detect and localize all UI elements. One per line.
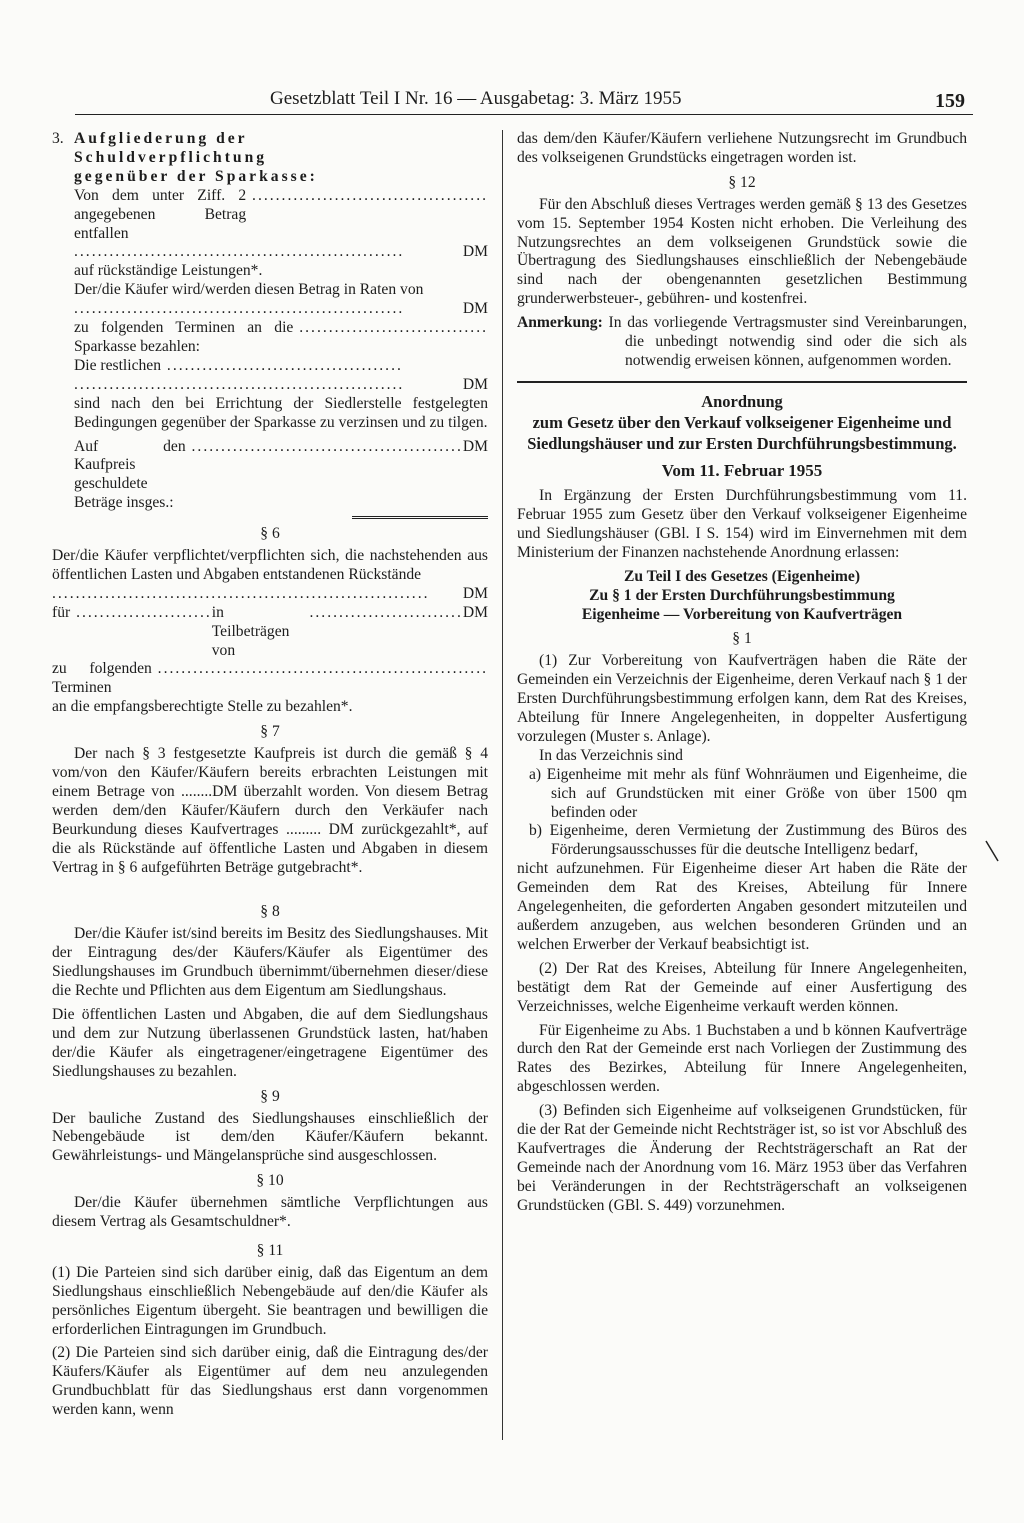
- text-line: zu folgenden Terminen an die Sparkasse bezahlen:: [74, 319, 294, 355]
- fill-line: Von dem unter Ziff. 2 angegebenen Betrag entfallen ........................................: [74, 186, 488, 242]
- section-heading: § 9: [260, 1087, 280, 1105]
- ordinance-date: Vom 11. Februar 1955: [661, 460, 823, 480]
- paragraph: Der/die Käufer übernehmen sämtliche Verpflichtungen aus diesem Vertrag als Gesamtschuldner*.: [52, 1194, 488, 1231]
- fill-line: [52, 547, 488, 585]
- section-heading: § 6: [260, 525, 280, 543]
- paragraph: nicht aufzunehmen. Für Eigenheime dieser Art haben die Räte der Gemeinden dem Rat des Kreises, Abteilung für Innere Angelegenheiten, die geforderten Angaben gesondert mitzuteilen und außerdem anzugeben, aus welchen besonderen Gründen und an welchen Erwerber der Verkauf beabsichtigt ist.: [517, 860, 967, 953]
- page-number: 159: [935, 90, 965, 112]
- section-6: [52, 547, 488, 717]
- currency-label: DM: [462, 243, 488, 261]
- section-heading: § 7: [260, 723, 280, 741]
- left-column: [52, 130, 488, 1420]
- section-heading: § 12: [728, 173, 756, 191]
- text-line: auf rückständige Leistungen*.: [74, 262, 263, 280]
- header-rule: [75, 114, 973, 115]
- list-item: b) Eigenheime, deren Vermietung der Zustimmung des Büros des Förderungsausschusses für die deutsche Intelligenz bedarf,: [529, 822, 967, 859]
- margin-stroke-icon: [985, 840, 999, 862]
- fill-line: ........................................................ DM: [74, 243, 488, 261]
- text-line: zu folgenden Terminen: [52, 660, 152, 697]
- annotation-label: Anmerkung:: [517, 314, 603, 332]
- paragraph: Der/die Käufer ist/sind bereits im Besitz des Siedlungshauses. Mit der Eintragung des/der Käufers/Käufer als Eigentümer des Siedlungshauses im Grundbuch übernimmt/übernehmen dieser/diese die Rechte und Pflichten aus dem Eigentum am Siedlungshaus.: [52, 925, 488, 1000]
- item-heading: Aufgliederung der: [74, 130, 248, 147]
- text-line: in Teilbeträgen von: [211, 603, 290, 659]
- currency-label: DM: [462, 603, 488, 621]
- item-heading: gegenüber der Sparkasse:: [74, 167, 318, 185]
- ordinance-subtitle: zum Gesetz über den Verkauf volkseigener Eigenheime und Siedlungshäuser und zur Ersten Durchführungsbestimmung.: [527, 412, 957, 453]
- text-line: Auf den Kaufpreis geschuldete Beträge insges.:: [74, 437, 186, 512]
- section-heading: § 8: [260, 903, 280, 921]
- subheading: Zu Teil I des Gesetzes (Eigenheime): [623, 568, 861, 586]
- fill-line: ........................................................ DM: [74, 300, 488, 318]
- subheading: Zu § 1 der Ersten Durchführungsbestimmung: [589, 587, 895, 605]
- section-heading: § 1: [732, 630, 752, 648]
- item-3: [52, 130, 488, 513]
- paragraph: (1) Die Parteien sind sich darüber einig, daß das Eigentum an dem Siedlungshaus einschließlich Nebengebäude auf den/die Käufer als persönliches Eigentum übergeht. Sie beantragen und bewilligen die erforderlichen Eintragungen im Grundbuch.: [52, 1263, 488, 1338]
- currency-label: DM: [462, 375, 488, 393]
- annotation-text: In das vorliegende Vertragsmuster sind Vereinbarungen, die unbedingt notwendig sind oder die sich als notwendig erweisen können, aufgenommen worden.: [608, 314, 967, 369]
- paragraph: das dem/den Käufer/Käufern verliehene Nutzungsrecht im Grundbuch des volkseigenen Grundstücks eingetragen worden ist.: [517, 130, 967, 166]
- paragraph: Für Eigenheime zu Abs. 1 Buchstaben a und b können Kaufverträge durch den Rat der Gemeinde erst nach Vorliegen der Zustimmung des Rates des Bezirkes, Abteilung für Innere Angelegenheiten, abgeschlossen werden.: [517, 1021, 967, 1096]
- paragraph: In Ergänzung der Ersten Durchführungsbestimmung vom 11. Februar 1955 zum Gesetz über den Verkauf volkseigener Eigenheime und Siedlungshäuser (GBl. I S. 154) wird im Einvernehmen mit dem Ministerium der Finanzen nachstehende Anordnung erlassen:: [517, 486, 967, 561]
- ordinance-title: Anordnung: [701, 391, 783, 411]
- text-line: Der/die Käufer wird/werden diesen Betrag in Raten von: [74, 281, 424, 299]
- paragraph: (1) Zur Vorbereitung von Kaufverträgen haben die Räte der Gemeinden ein Verzeichnis der Eigenheime, deren Verkauf nach § 1 der Ersten Durchführungsbestimmung erfolgen kann, dem Rat des Kreises, Abteilung für Innere Angelegenheiten, in doppelter Ausfertigung vorzulegen (Muster s. Anlage).: [517, 652, 967, 745]
- list-item: a) Eigenheime mit mehr als fünf Wohnräumen und Eigenheime, die sich auf Grundstücken mit einer Größe von über 1500 qm befinden oder: [529, 765, 967, 821]
- paragraph: Der nach § 3 festgesetzte Kaufpreis ist durch die gemäß § 4 vom/von den Käufer/Käufern bereits erbrachten Leistungen mit einem Betrage von ........DM überzahlt worden. Von diesem Betrag werden dem/den Käufer/Käufern durch den Verkäufer nach Beurkundung dieses Kaufvertrages ......... DM zurückgezahlt*, auf die als Rückstände auf öffentliche Lasten und Abgaben in diesem Vertrag in § 6 aufgeführten Beträge gutgebracht*.: [52, 745, 488, 876]
- item-number: 3.: [52, 130, 64, 147]
- subheading: Eigenheime — Vorbereitung von Kaufverträgen: [581, 606, 903, 624]
- paragraph: Die öffentlichen Lasten und Abgaben, die auf dem Siedlungshaus und dem zur Nutzung überlassenen Grundstück lasten, hat/haben der/die Käufer als eingetragener/eingetragene Eigentümer des Siedlungshauses zu bezahlen.: [52, 1005, 488, 1080]
- section-heading: § 11: [256, 1241, 284, 1259]
- header-title: Gesetzblatt Teil I Nr. 16 — Ausgabetag: 3. März 1955: [270, 88, 682, 109]
- section-heading: § 10: [256, 1172, 284, 1190]
- section-rule: [517, 381, 967, 383]
- fill-line: zu folgenden Terminen an die Sparkasse bezahlen: ................................: [74, 319, 488, 355]
- fill-line: Auf den Kaufpreis geschuldete Beträge insges.: .............................................. DM: [74, 437, 488, 512]
- text-line: an die empfangsberechtigte Stelle zu bezahlen*.: [52, 698, 353, 716]
- paragraph: (2) Die Parteien sind sich darüber einig, daß die Eintragung des/der Käufers/Käufer als Eigentümer auf dem neu anzulegenden Grundbuchblatt für das Siedlungshaus erst dann vorgenommen werden kann, wenn: [52, 1344, 488, 1419]
- paragraph: Für den Abschluß dieses Vertrages werden gemäß § 13 des Gesetzes vom 15. September 1954 Kosten nicht erhoben. Die Verleihung des Nutzungsrechtes an dem volkseigenen Grundstück sowie die Übertragung des Siedlungshauses einschließlich der Nebengebäude sind nach der obengenannten gesetzlichen Bestimmung grunderwerbsteuer-, gebühren- und kostenfrei.: [517, 195, 967, 308]
- paragraph: In das Verzeichnis sind: [539, 746, 683, 764]
- text-line: sind nach den bei Errichtung der Siedlerstelle festgelegten Bedingungen gegenüber der Sparkasse zu verzinsen und zu tilgen.: [74, 394, 488, 431]
- currency-label: DM: [462, 437, 488, 455]
- annotation-note: [517, 314, 967, 371]
- fill-line: ........................................................ DM: [74, 375, 488, 393]
- double-rule: [352, 516, 488, 519]
- currency-label: DM: [462, 584, 488, 602]
- paragraph: (2) Der Rat des Kreises, Abteilung für Innere Angelegenheiten, bestätigt dem Rat der Gemeinde auf einer Ausfertigung des Verzeichnisses, welche Eigenheime verkauft werden können.: [517, 959, 967, 1015]
- fill-line: für ....................... in Teilbeträgen von .......................... DM: [52, 603, 488, 659]
- currency-label: DM: [462, 300, 488, 318]
- paragraph: (3) Befinden sich Eigenheime auf volkseigenen Grundstücken, für die der Rat der Gemeinde nicht Rechtsträger ist, so ist vor Abschluß des Kaufvertrages die Änderung der Rechtsträgerschaft an Rat der Gemeinde nach der Anordnung vom 16. März 1953 über das Verfahren bei Veränderungen in der Rechtsträgerschaft an volkseigenen Grundstücken (GBl. S. 449) vorzunehmen.: [517, 1102, 967, 1214]
- text-line: für: [52, 603, 71, 621]
- right-column: [517, 130, 967, 1216]
- fill-line: Die restlichen ........................................: [74, 356, 403, 374]
- page-header: [75, 84, 973, 114]
- fill-line: ................................................................ DM: [52, 584, 488, 602]
- paragraph: Der/die Käufer verpflichtet/verpflichten sich, die nachstehenden aus öffentlichen Lasten und Abgaben entstandenen Rückstände: [52, 547, 488, 583]
- text-line: Von dem unter Ziff. 2 angegebenen Betrag entfallen: [74, 186, 247, 242]
- item-heading: Schuldverpflichtung: [74, 148, 268, 166]
- fill-line: zu folgenden Terminen ........................................................: [52, 660, 488, 697]
- paragraph: Der bauliche Zustand des Siedlungshauses einschließlich der Nebengebäude ist dem/den Käufer/Käufern bekannt. Gewährleistungs- und Mängelansprüche sind ausgeschlossen.: [52, 1109, 488, 1165]
- text-line: Die restlichen: [74, 356, 162, 374]
- column-divider: [502, 130, 503, 1440]
